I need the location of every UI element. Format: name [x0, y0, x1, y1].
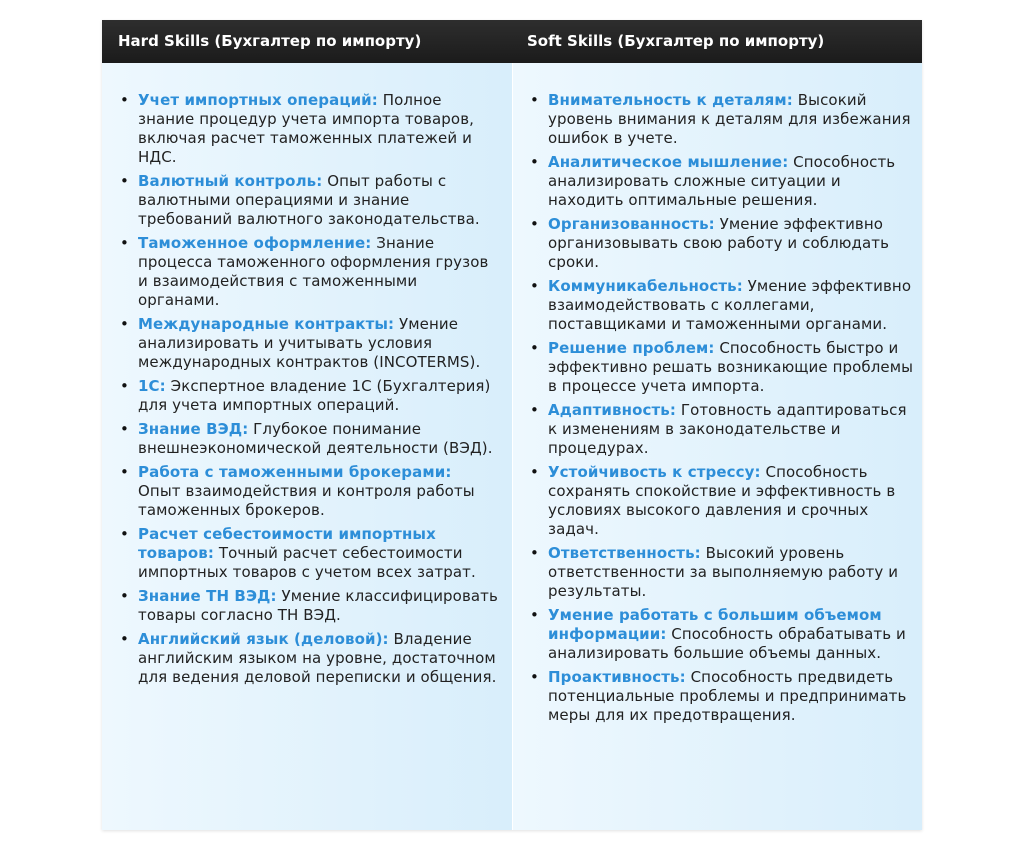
skill-item [120, 630, 498, 687]
skill-item [530, 401, 914, 458]
skill-term: Аналитическое мышление: [548, 153, 789, 171]
skill-item [530, 668, 914, 725]
skill-description: Опыт работы с валютными операциями и знание требований валютного законодательства. [138, 172, 480, 228]
skill-item [530, 277, 914, 334]
bullet-icon: • [530, 215, 539, 233]
skill-item [120, 420, 498, 458]
skill-item [530, 215, 914, 272]
skill-term: Знание ТН ВЭД: [138, 587, 277, 605]
skill-term: Организованность: [548, 215, 715, 233]
hard-skills-column [102, 63, 512, 830]
skill-description: Способность быстро и эффективно решать возникающие проблемы в процессе учета импорта. [548, 339, 914, 395]
skill-description: Высокий уровень ответственности за выполняемую работу и результаты. [548, 544, 899, 600]
soft-skills-column [512, 63, 922, 830]
bullet-icon: • [530, 463, 539, 481]
soft-skills-list [522, 91, 914, 725]
bullet-icon: • [530, 153, 539, 171]
skill-term: Умение работать с большим объемом информации: [548, 606, 882, 643]
skill-item [120, 315, 498, 372]
skill-description: Умение классифицировать товары согласно ТН ВЭД. [138, 587, 498, 624]
hard-skills-list [112, 91, 498, 687]
bullet-icon: • [120, 91, 129, 109]
soft-skills-header: Soft Skills (Бухгалтер по импорту) [527, 32, 825, 50]
skill-description: Способность анализировать сложные ситуации и находить оптимальные решения. [548, 153, 896, 209]
skill-description: Знание процесса таможенного оформления грузов и взаимодействия с таможенными органами. [138, 234, 489, 309]
bullet-icon: • [530, 339, 539, 357]
skill-term: Английский язык (деловой): [138, 630, 389, 648]
skill-description: Точный расчет себестоимости импортных товаров с учетом всех затрат. [138, 544, 476, 581]
bullet-icon: • [530, 668, 539, 686]
skill-term: Проактивность: [548, 668, 686, 686]
skill-term: Адаптивность: [548, 401, 676, 419]
skill-description: Высокий уровень внимания к деталям для избежания ошибок в учете. [548, 91, 911, 147]
bullet-icon: • [530, 401, 539, 419]
hard-skills-header: Hard Skills (Бухгалтер по импорту) [118, 32, 422, 50]
skill-description: Способность предвидеть потенциальные проблемы и предпринимать меры для их предотвращения. [548, 668, 907, 724]
skill-item [120, 587, 498, 625]
table-header [102, 20, 922, 63]
skill-term: Валютный контроль: [138, 172, 323, 190]
skill-item [530, 91, 914, 148]
bullet-icon: • [530, 544, 539, 562]
skill-description: Опыт взаимодействия и контроля работы таможенных брокеров. [138, 482, 475, 519]
skill-description: Глубокое понимание внешнеэкономической деятельности (ВЭД). [138, 420, 493, 457]
skill-item [120, 377, 498, 415]
bullet-icon: • [120, 420, 129, 438]
skill-item [530, 463, 914, 539]
skill-item [120, 234, 498, 310]
skill-term: Учет импортных операций: [138, 91, 378, 109]
bullet-icon: • [530, 91, 539, 109]
skill-item [530, 544, 914, 601]
skill-item [530, 153, 914, 210]
bullet-icon: • [120, 315, 129, 333]
table-body [102, 63, 922, 830]
bullet-icon: • [120, 463, 129, 481]
skill-item [120, 91, 498, 167]
skills-table [102, 20, 922, 830]
skill-item [120, 463, 498, 520]
skill-term: Таможенное оформление: [138, 234, 372, 252]
bullet-icon: • [530, 277, 539, 295]
skill-description: Экспертное владение 1С (Бухгалтерия) для учета импортных операций. [138, 377, 491, 414]
skill-term: Работа с таможенными брокерами: [138, 463, 452, 481]
bullet-icon: • [120, 525, 129, 543]
skill-term: 1С: [138, 377, 166, 395]
skill-item [120, 525, 498, 582]
skill-term: Коммуникабельность: [548, 277, 743, 295]
skill-description: Готовность адаптироваться к изменениям в законодательстве и процедурах. [548, 401, 907, 457]
skill-term: Ответственность: [548, 544, 701, 562]
bullet-icon: • [120, 377, 129, 395]
skill-description: Владение английским языком на уровне, достаточном для ведения деловой переписки и общения. [138, 630, 497, 686]
skill-description: Полное знание процедур учета импорта товаров, включая расчет таможенных платежей и НДС. [138, 91, 474, 166]
bullet-icon: • [120, 234, 129, 252]
skill-description: Умение эффективно взаимодействовать с коллегами, поставщиками и таможенными органами. [548, 277, 912, 333]
skill-term: Внимательность к деталям: [548, 91, 793, 109]
bullet-icon: • [530, 606, 539, 624]
skill-description: Способность сохранять спокойствие и эффективность в условиях высокого давления и срочных задач. [548, 463, 896, 538]
bullet-icon: • [120, 587, 129, 605]
skill-description: Способность обрабатывать и анализировать большие объемы данных. [548, 625, 906, 662]
bullet-icon: • [120, 630, 129, 648]
skill-term: Международные контракты: [138, 315, 395, 333]
skill-term: Устойчивость к стрессу: [548, 463, 761, 481]
skill-item [530, 606, 914, 663]
skill-item [530, 339, 914, 396]
skill-term: Расчет себестоимости импортных товаров: [138, 525, 436, 562]
skill-term: Решение проблем: [548, 339, 715, 357]
skill-description: Умение анализировать и учитывать условия международных контрактов (INCOTERMS). [138, 315, 481, 371]
bullet-icon: • [120, 172, 129, 190]
skill-term: Знание ВЭД: [138, 420, 249, 438]
skill-description: Умение эффективно организовывать свою работу и соблюдать сроки. [548, 215, 890, 271]
skill-item [120, 172, 498, 229]
